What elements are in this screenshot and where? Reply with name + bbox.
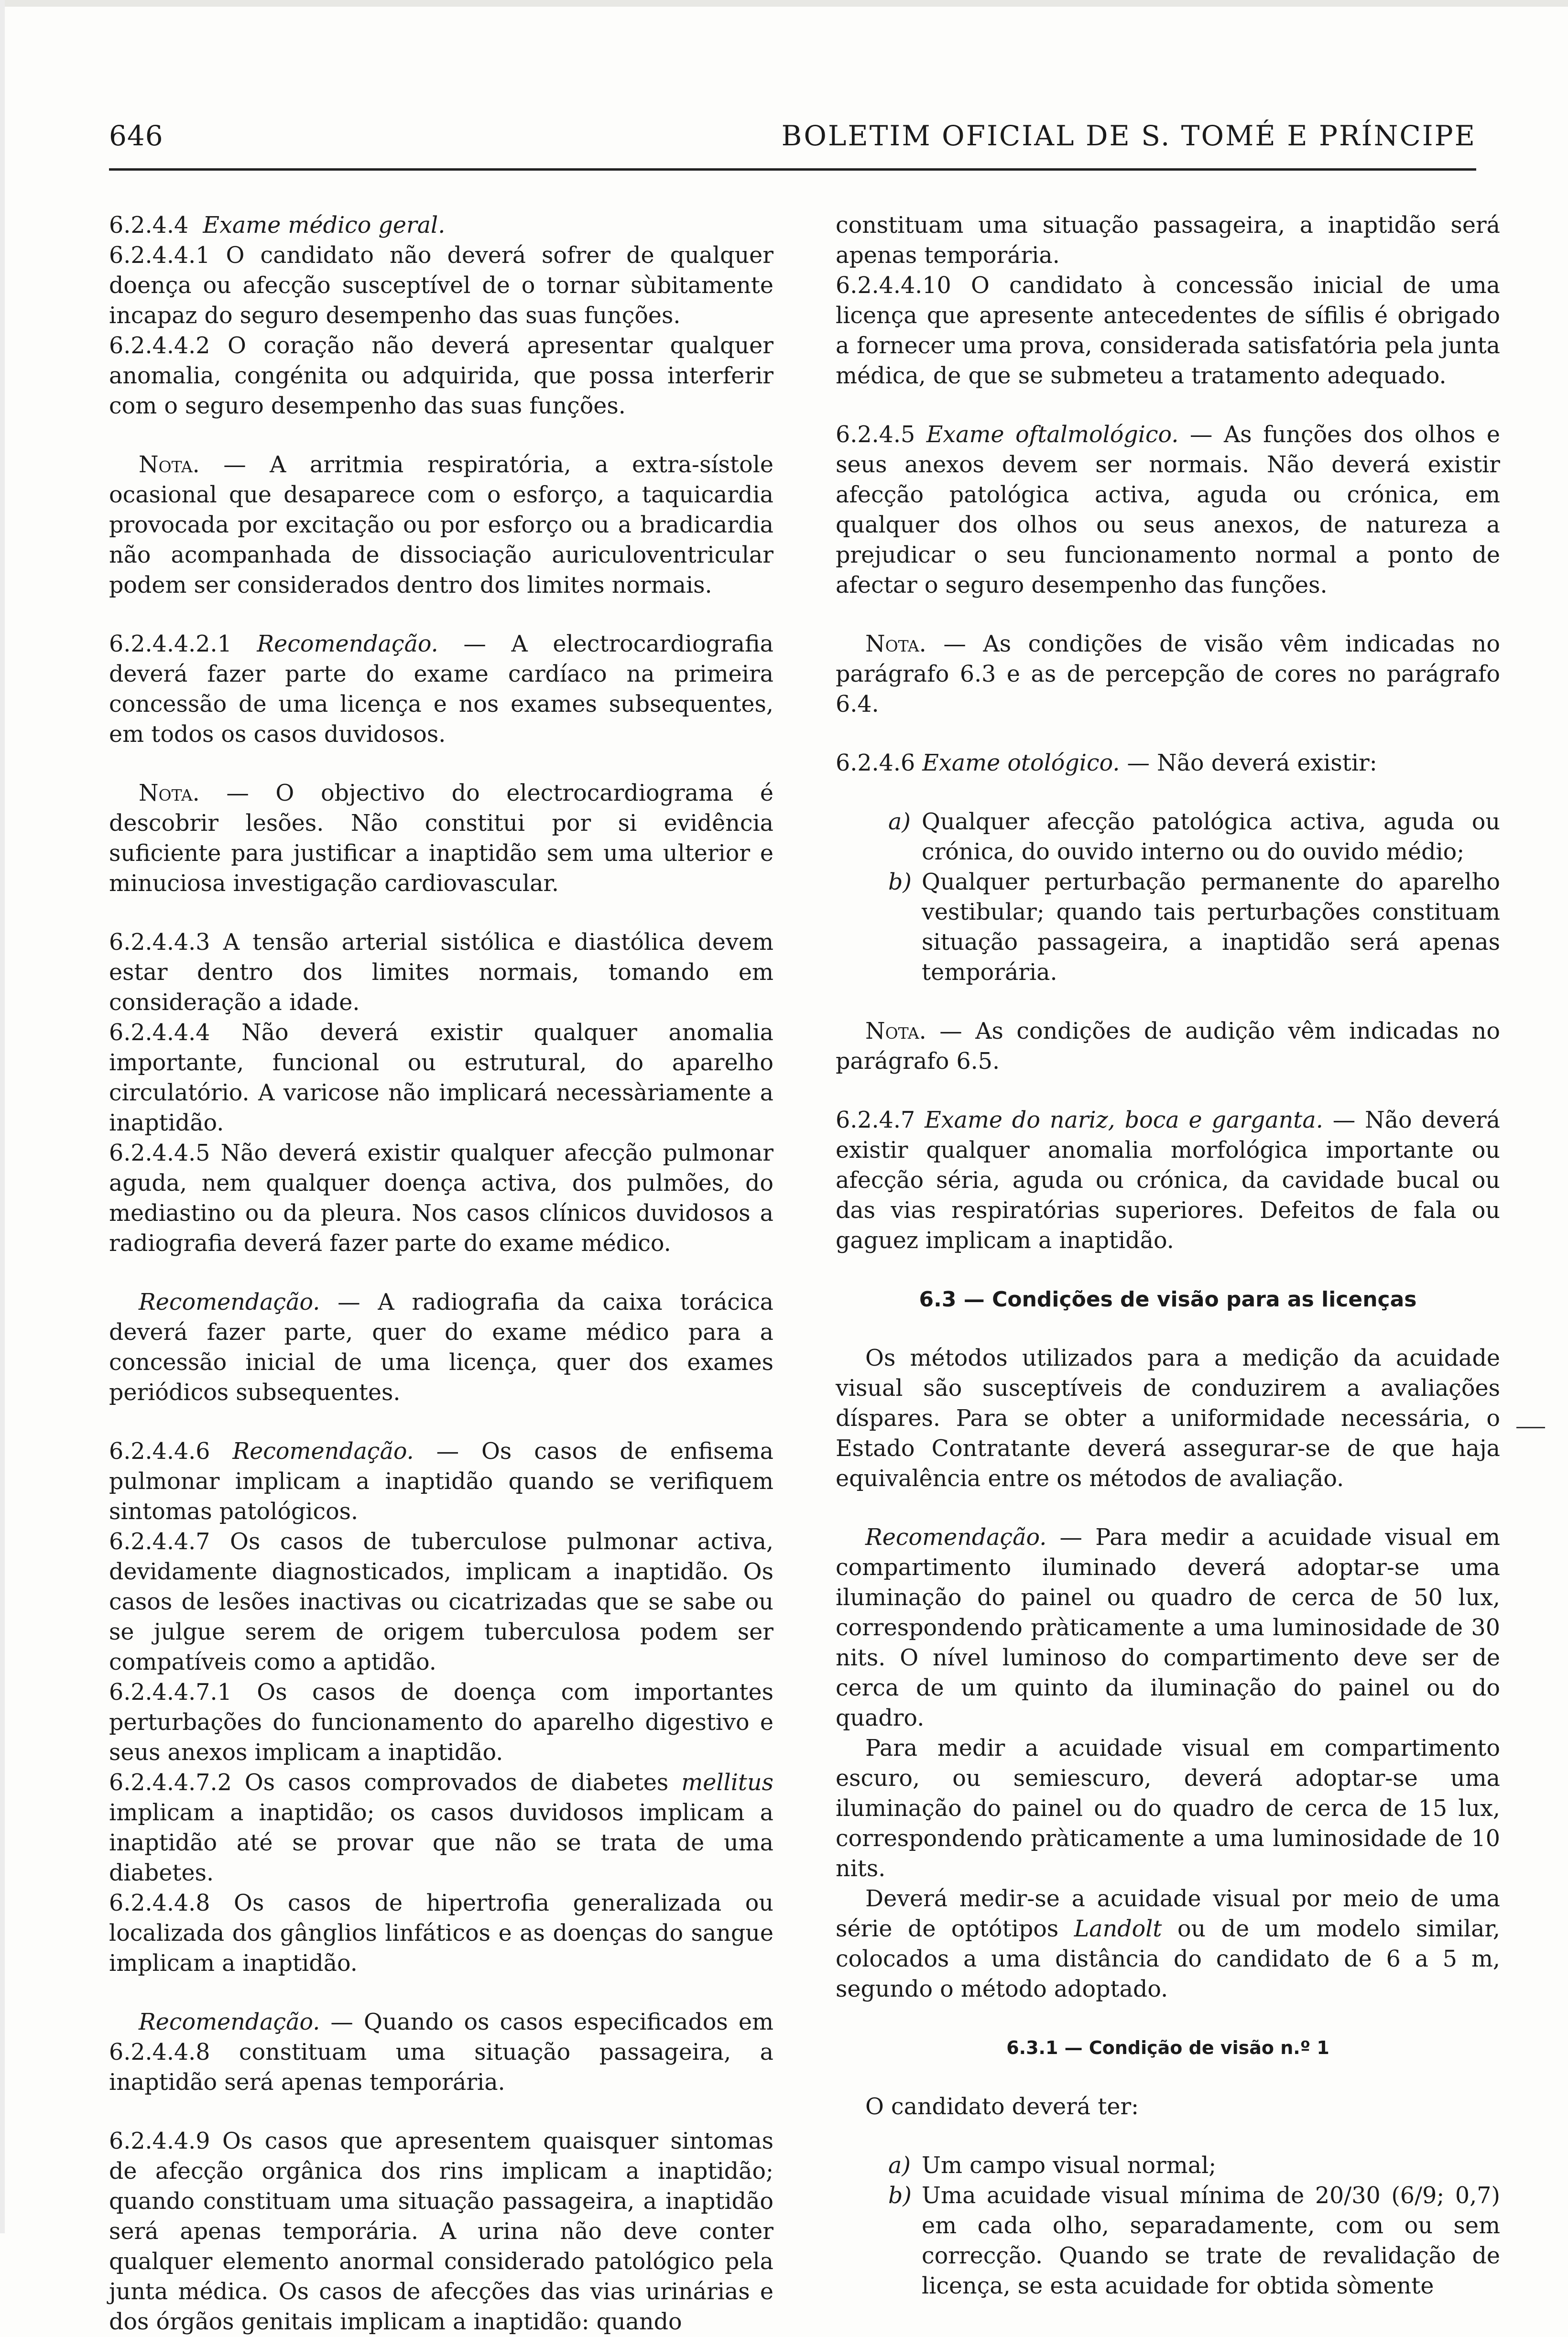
- recommendation: Recomendação. — Quando os casos especificados em 6.2.4.4.8 constituam uma situação passageira, a inaptidão será apenas temporária.: [109, 2009, 773, 2096]
- note: Nota. — As condições de visão vêm indicadas no parágrafo 6.3 e as de percepção de cores no parágrafo 6.4.: [836, 631, 1500, 717]
- paragraph: 6.2.4.6 Exame otológico. — Não deverá existir:: [836, 750, 1377, 776]
- paragraph: 6.2.4.4.8 Os casos de hipertrofia generalizada ou localizada dos gânglios linfáticos e as doenças do sangue implicam a inaptidão.: [109, 1890, 773, 1977]
- paragraph: 6.2.4.4.10 O candidato à concessão inicial de uma licença que apresente antecedentes de sífilis é obrigado a fornecer uma prova, considerada satisfatória pela junta médica, de que se submeteu a tratamento adequado.: [836, 272, 1500, 389]
- paragraph: 6.2.4.4.5 Não deverá existir qualquer afecção pulmonar aguda, nem qualquer doença activa, dos pulmões, do mediastino ou da pleura. Nos casos clínicos duvidosos a radiografia deverá fazer parte do exame médico.: [109, 1140, 773, 1257]
- paragraph: Os métodos utilizados para a medição da acuidade visual são susceptíveis de conduzirem a avaliações díspares. Para se obter a uniformidade necessária, o Estado Contratante deverá assegurar-se de que haja equivalência entre os métodos de avaliação.: [836, 1345, 1500, 1492]
- note: Nota. — As condições de audição vêm indicadas no parágrafo 6.5.: [836, 1018, 1500, 1075]
- paragraph: 6.2.4.4.1 O candidato não deverá sofrer de qualquer doença ou afecção susceptível de o tornar sùbitamente incapaz do seguro desempenho das suas funções.: [109, 242, 773, 329]
- recommendation: 6.2.4.4.2.1 Recomendação. — A electrocardiografia deverá fazer parte do exame cardíaco na primeira concessão de uma licença e nos exames subsequentes, em todos os casos duvidosos.: [109, 631, 774, 748]
- list: [836, 2151, 1500, 2301]
- paragraph: Para medir a acuidade visual em compartimento escuro, ou semiescuro, deverá adoptar-se uma iluminação do painel ou do quadro de cerca de 15 lux, correspondendo pràticamente a uma luminosidade de 10 nits.: [836, 1735, 1500, 1882]
- section-heading: 6.3 — Condições de visão para as licenças: [919, 1287, 1417, 1312]
- margin-mark: [1516, 1427, 1545, 1428]
- page-number: 646: [109, 120, 163, 152]
- right-column: [836, 210, 1500, 2299]
- note: Nota. — O objectivo do electrocardiograma é descobrir lesões. Não constitui por si evidência suficiente para justificar a inaptidão sem uma ulterior e minuciosa investigação cardiovascular.: [109, 780, 773, 897]
- list-item: b) Qualquer perturbação permanente do aparelho vestibular; quando tais perturbações constituam situação passageira, a inaptidão será apenas temporária.: [888, 869, 1500, 986]
- paragraph: O candidato deverá ter:: [865, 2094, 1139, 2120]
- paragraph: Deverá medir-se a acuidade visual por meio de uma série de optótipos Landolt ou de um modelo similar, colocados a uma distância do candidato de 6 a 5 m, segundo o método adoptado.: [836, 1886, 1500, 2002]
- recommendation: Recomendação. — A radiografia da caixa torácica deverá fazer parte, quer do exame médico para a concessão inicial de uma licença, quer dos exames periódicos subsequentes.: [109, 1289, 773, 1406]
- list-item: b) Uma acuidade visual mínima de 20/30 (6/9; 0,7) em cada olho, separadamente, com ou sem correcção. Quando se trate de revalidação de licença, se esta acuidade for obtida sòmente: [888, 2183, 1500, 2299]
- paragraph: 6.2.4.4.2 O coração não deverá apresentar qualquer anomalia, congénita ou adquirida, que possa interferir com o seguro desempenho das suas funções.: [109, 333, 773, 419]
- publication-title: BOLETIM OFICIAL DE S. TOMÉ E PRÍNCIPE: [781, 120, 1476, 152]
- paragraph: 6.2.4.4.3 A tensão arterial sistólica e diastólica devem estar dentro dos limites normais, tomando em consideração a idade.: [109, 929, 773, 1016]
- paragraph: 6.2.4.5 Exame oftalmológico. — As funções dos olhos e seus anexos devem ser normais. Não deverá existir afecção patológica activa, aguda ou crónica, em qualquer dos olhos ou seus anexos, de natureza a prejudicar o seu funcionamento normal a ponto de afectar o seguro desempenho das funções.: [836, 422, 1500, 598]
- scan-edge-left: [0, 0, 5, 2233]
- list-item: a) Um campo visual normal;: [888, 2152, 1217, 2179]
- paragraph: 6.2.4.4.4 Não deverá existir qualquer anomalia importante, funcional ou estrutural, do aparelho circulatório. A varicose não implicará necessàriamente a inaptidão.: [109, 1020, 773, 1136]
- recommendation: Recomendação. — Para medir a acuidade visual em compartimento iluminado deverá adoptar-se uma iluminação do painel ou quadro de cerca de 50 lux, correspondendo pràticamente a uma luminosidade de 30 nits. O nível luminoso do compartimento deve ser de cerca de um quinto da iluminação do painel ou do quadro.: [836, 1524, 1500, 1731]
- left-column: [109, 210, 774, 2335]
- note: Nota. — A arritmia respiratória, a extra-sístole ocasional que desaparece com o esforço, a taquicardia provocada por excitação ou por esforço ou a bradicardia não acompanhada de dissociação auriculoventricular podem ser considerados dentro dos limites normais.: [109, 452, 773, 598]
- scan-edge-top: [0, 0, 1568, 7]
- paragraph: 6.2.4.4.7.2 Os casos comprovados de diabetes mellitus implicam a inaptidão; os casos duvidosos implicam a inaptidão até se provar que não se trata de uma diabetes.: [109, 1770, 773, 1886]
- paragraph: 6.2.4.4.7 Os casos de tuberculose pulmonar activa, devidamente diagnosticados, implicam a inaptidão. Os casos de lesões inactivas ou cicatrizadas que se sabe ou se julgue serem de origem tuberculosa podem ser compatíveis como a aptidão.: [109, 1529, 773, 1675]
- paragraph: 6.2.4.4.7.1 Os casos de doença com importantes perturbações do funcionamento do aparelho digestivo e seus anexos implicam a inaptidão.: [109, 1679, 773, 1766]
- recommendation: 6.2.4.4.6 Recomendação. — Os casos de enfisema pulmonar implicam a inaptidão quando se verifiquem sintomas patológicos.: [109, 1438, 773, 1525]
- paragraph: 6.2.4.4 Exame médico geral.: [109, 212, 446, 239]
- page-header: [109, 120, 1476, 158]
- paragraph: 6.2.4.4.9 Os casos que apresentem quaisquer sintomas de afecção orgânica dos rins implicam a inaptidão; quando constituam uma situação passageira, a inaptidão será apenas temporária. A urina não deve conter qualquer elemento anormal considerado patológico pela junta médica. Os casos de afecções das vias urinárias e dos órgãos genitais implicam a inaptidão: quando: [109, 2128, 773, 2335]
- list: [836, 807, 1500, 988]
- subsection-heading: 6.3.1 — Condição de visão n.º 1: [1006, 2037, 1329, 2058]
- paragraph: 6.2.4.7 Exame do nariz, boca e garganta. — Não deverá existir qualquer anomalia morfológica importante ou afecção séria, aguda ou crónica, da cavidade bucal ou das vias respiratórias superiores. Defeitos de fala ou gaguez implicam a inaptidão.: [836, 1107, 1500, 1254]
- list-item: a) Qualquer afecção patológica activa, aguda ou crónica, do ouvido interno ou do ouvido médio;: [888, 809, 1500, 865]
- header-rule: [109, 168, 1476, 171]
- paragraph: constituam uma situação passageira, a inaptidão será apenas temporária.: [836, 212, 1500, 269]
